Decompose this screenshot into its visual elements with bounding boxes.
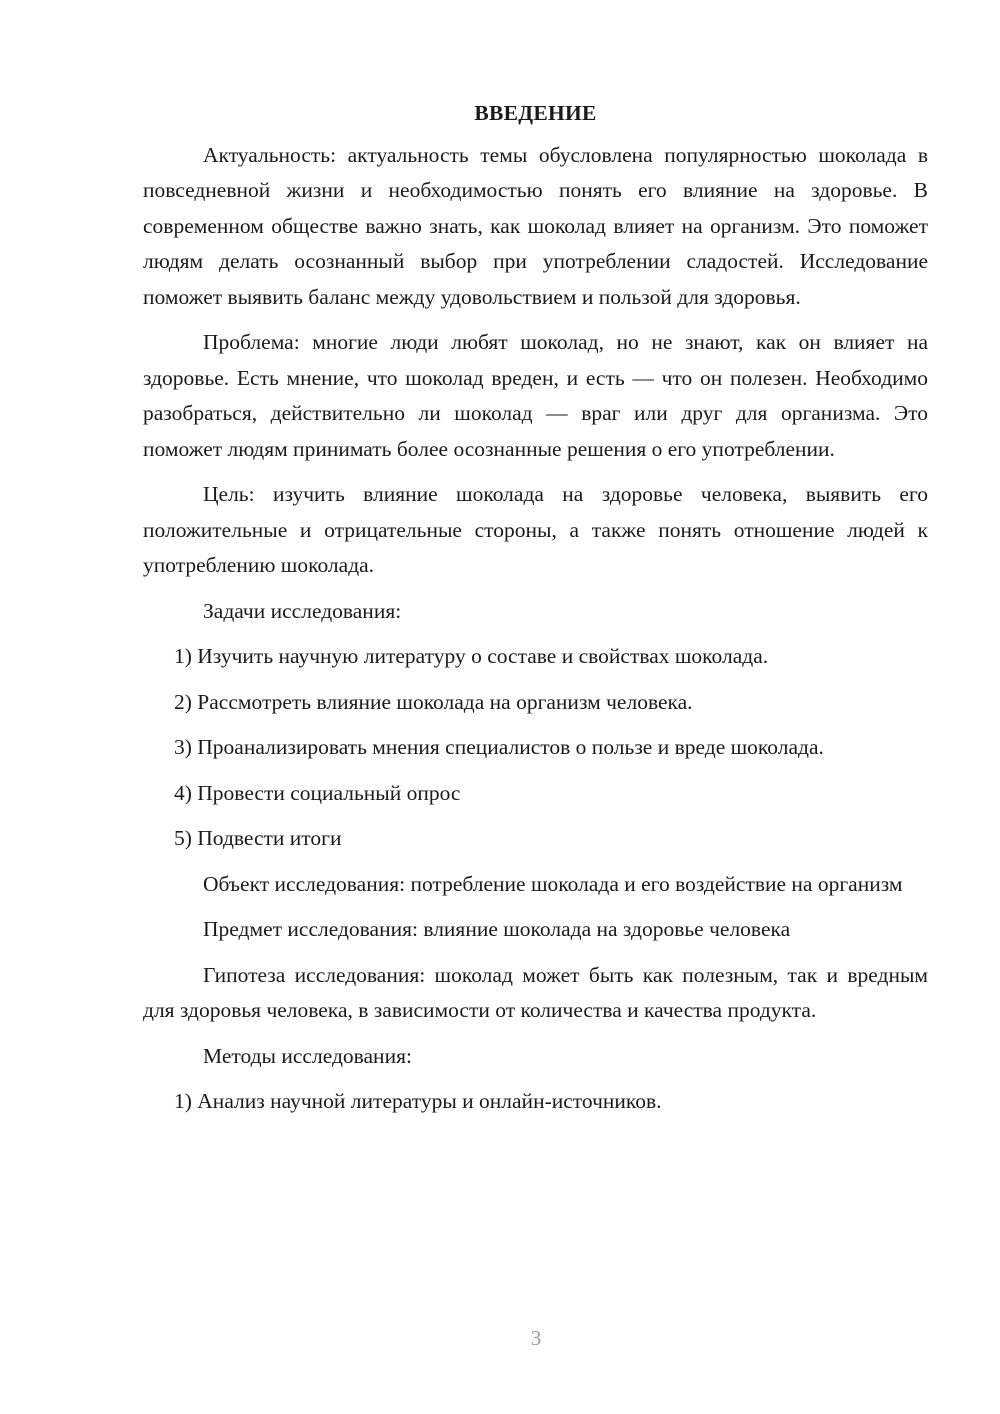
method-item-1: 1) Анализ научной литературы и онлайн-источников. [174, 1089, 662, 1113]
object-paragraph: Объект исследования: потребление шоколада и его воздействие на организм [203, 871, 903, 896]
task-item-4: 4) Провести социальный опрос [174, 780, 461, 805]
task-item-5: 5) Подвести итоги [174, 826, 342, 850]
subject-paragraph: Предмет исследования: влияние шоколада на здоровье человека [203, 917, 791, 941]
page-number: 3 [530, 1326, 542, 1350]
document-page [143, 96, 928, 1130]
task-item-3: 3) Проанализировать мнения специалистов о пользе и вреде шоколада. [174, 735, 824, 759]
task-item-1: 1) Изучить научную литературу о составе и свойствах шоколада. [174, 644, 769, 668]
section-title: ВВЕДЕНИЕ [474, 101, 597, 125]
goal-paragraph: Цель: изучить влияние шоколада на здоровье человека, выявить его положительные и отрицательные стороны, а также понять отношение людей к употреблению шоколада. [143, 482, 928, 577]
tasks-heading: Задачи исследования: [203, 598, 402, 623]
problem-paragraph: Проблема: многие люди любят шоколад, но не знают, как он влияет на здоровье. Есть мнение, что шоколад вреден, и есть — что он полезен. Необходимо разобраться, действительно ли шоколад — враг или друг для организма. Это поможет людям принимать более осознанные решения о его употреблении. [143, 330, 928, 461]
methods-heading: Методы исследования: [203, 1043, 412, 1068]
hypothesis-paragraph: Гипотеза исследования: шоколад может быть как полезным, так и вредным для здоровья человека, в зависимости от количества и качества продукта. [143, 962, 928, 1022]
task-item-2: 2) Рассмотреть влияние шоколада на организм человека. [174, 689, 693, 714]
relevance-paragraph: Актуальность: актуальность темы обусловлена популярностью шоколада в повседневной жизни и необходимостью понять его влияние на здоровье. В современном обществе важно знать, как шоколад влияет на организм. Это поможет людям делать осознанный выбор при употреблении сладостей. Исследование поможет выявить баланс между удовольствием и пользой для здоровья. [143, 142, 928, 309]
